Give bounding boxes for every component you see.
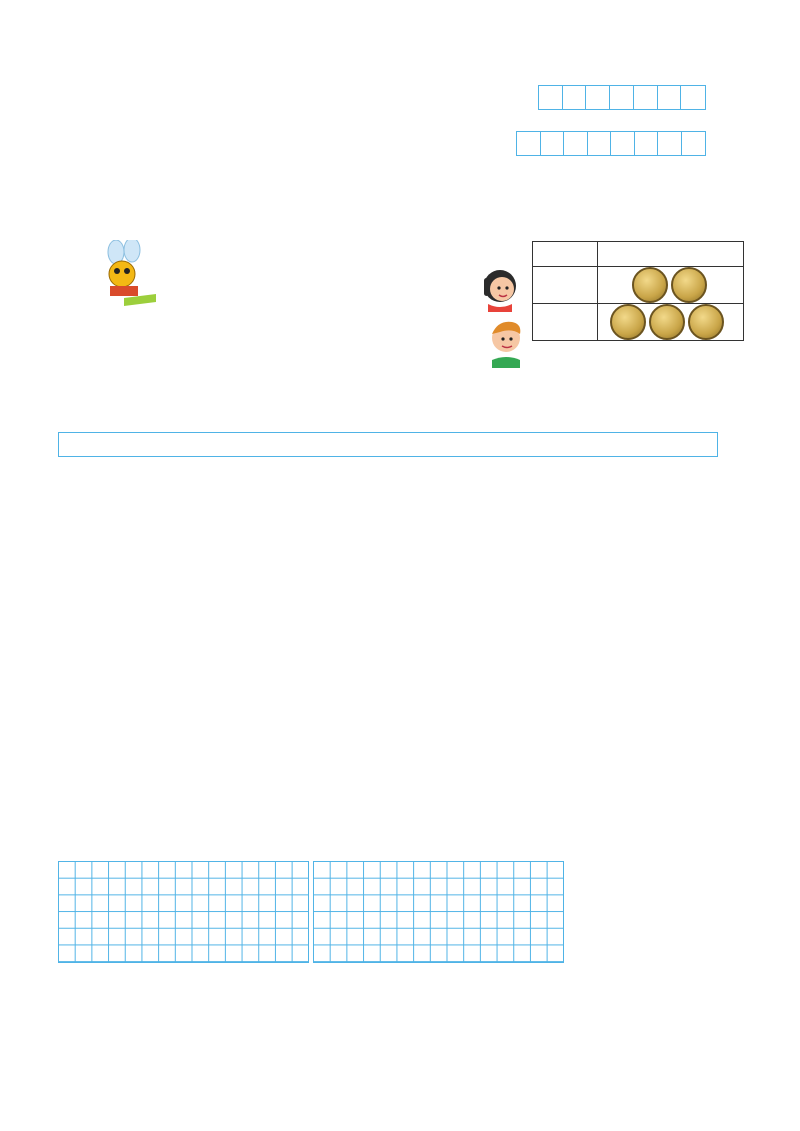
answer-cells[interactable]	[516, 131, 706, 156]
coins-ivan	[598, 304, 744, 341]
coin-icon	[632, 267, 668, 303]
task10-answer-cells[interactable]	[58, 432, 718, 457]
coin-icon	[688, 304, 724, 340]
table-header	[598, 242, 744, 267]
coin-icon	[649, 304, 685, 340]
coin-icon	[610, 304, 646, 340]
drawing-grid-right[interactable]	[313, 861, 564, 963]
bee-icon	[100, 240, 158, 312]
table-row	[533, 267, 744, 304]
row-name-ivan	[533, 304, 598, 341]
solution-cells[interactable]	[538, 85, 706, 110]
table-row	[533, 304, 744, 341]
coins-lesia	[598, 267, 744, 304]
coin-icon	[671, 267, 707, 303]
boy-icon	[486, 316, 528, 368]
money-table	[532, 241, 744, 341]
drawing-grid-left[interactable]	[58, 861, 309, 963]
row-name-lesia	[533, 267, 598, 304]
girl-icon	[478, 264, 522, 312]
